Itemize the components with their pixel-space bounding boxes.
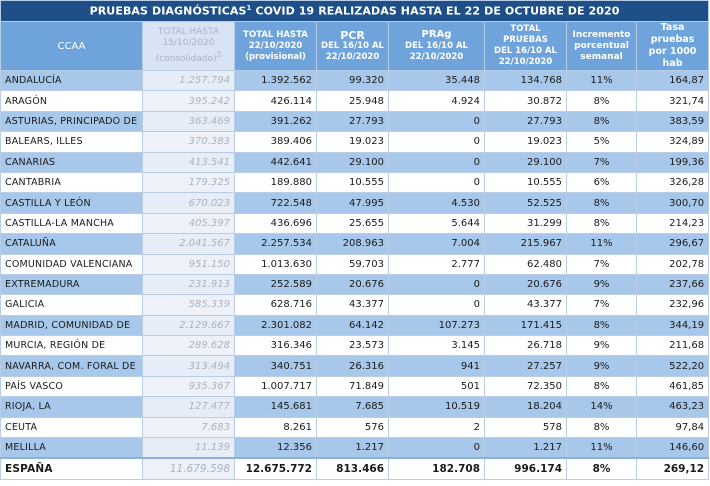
cell-pcr: 208.963	[317, 234, 389, 254]
table-row	[1, 254, 709, 274]
cell-total: 1.392.562	[235, 71, 317, 91]
cell-pcr: 1.217	[317, 438, 389, 459]
cell-increment: 9%	[567, 274, 637, 294]
cell-consolidated: 413.541	[143, 152, 235, 172]
cell-pcr: 25.655	[317, 213, 389, 233]
table-row	[1, 295, 709, 315]
header-consolidated-sup: 2	[216, 50, 222, 59]
table-row	[1, 356, 709, 376]
cell-ccaa: CASTILLA Y LEÓN	[1, 193, 143, 213]
cell-consolidated: 2.041.567	[143, 234, 235, 254]
cell-ccaa: CATALUÑA	[1, 234, 143, 254]
cell-consolidated: 951.150	[143, 254, 235, 274]
cell-prag: 182.708	[389, 458, 485, 480]
cell-ccaa: CANTABRIA	[1, 172, 143, 192]
cell-prag: 2.777	[389, 254, 485, 274]
cell-consolidated: 363.469	[143, 111, 235, 131]
cell-rate: 324,89	[637, 132, 709, 152]
cell-consolidated: 11.679.598	[143, 458, 235, 480]
cell-ccaa: MURCIA, REGIÓN DE	[1, 336, 143, 356]
cell-pcr: 25.948	[317, 91, 389, 111]
table-row	[1, 71, 709, 91]
header-rate-l2: por 1000 hab	[648, 46, 697, 69]
cell-ccaa: RIOJA, LA	[1, 397, 143, 417]
cell-rate: 164,87	[637, 71, 709, 91]
cell-ccaa: CASTILLA-LA MANCHA	[1, 213, 143, 233]
cell-pcr: 19.023	[317, 132, 389, 152]
cell-total: 12.356	[235, 438, 317, 459]
cell-ccaa: MADRID, COMUNIDAD DE	[1, 315, 143, 335]
header-prag	[389, 22, 485, 71]
cell-increment: 11%	[567, 438, 637, 459]
table-row	[1, 315, 709, 335]
cell-ccaa: GALICIA	[1, 295, 143, 315]
cell-pcr: 29.100	[317, 152, 389, 172]
header-rate-l1: Tasa pruebas	[650, 22, 695, 45]
cell-rate: 522,20	[637, 356, 709, 376]
cell-increment: 7%	[567, 254, 637, 274]
header-ccaa: CCAA	[1, 22, 143, 71]
cell-ccaa: CEUTA	[1, 417, 143, 437]
cell-total: 1.007.717	[235, 376, 317, 396]
header-increment-l2: porcentual	[574, 40, 629, 51]
cell-increment: 8%	[567, 111, 637, 131]
cell-rate: 296,67	[637, 234, 709, 254]
table-row	[1, 438, 709, 459]
cell-rate: 326,28	[637, 172, 709, 192]
header-prag-label: PRAg	[421, 29, 452, 40]
cell-prag: 501	[389, 376, 485, 396]
cell-prag: 5.644	[389, 213, 485, 233]
cell-prag: 0	[389, 152, 485, 172]
cell-consolidated: 2.129.667	[143, 315, 235, 335]
cell-pcr: 64.142	[317, 315, 389, 335]
cell-rate: 300,70	[637, 193, 709, 213]
table-row	[1, 172, 709, 192]
cell-increment: 5%	[567, 132, 637, 152]
cell-pcr: 10.555	[317, 172, 389, 192]
cell-prag: 107.273	[389, 315, 485, 335]
cell-ccaa: ESPAÑA	[1, 458, 143, 480]
cell-increment: 8%	[567, 458, 637, 480]
cell-prag: 0	[389, 438, 485, 459]
cell-total: 12.675.772	[235, 458, 317, 480]
cell-total-tests: 19.023	[485, 132, 567, 152]
cell-prag: 4.530	[389, 193, 485, 213]
cell-ccaa: ASTURIAS, PRINCIPADO DE	[1, 111, 143, 131]
cell-pcr: 71.849	[317, 376, 389, 396]
header-total-tests-l3: 22/10/2020	[498, 57, 553, 67]
cell-increment: 8%	[567, 213, 637, 233]
cell-total-tests: 18.204	[485, 397, 567, 417]
cell-total: 145.681	[235, 397, 317, 417]
cell-rate: 383,59	[637, 111, 709, 131]
cell-ccaa: PAÍS VASCO	[1, 376, 143, 396]
cell-consolidated: 585.339	[143, 295, 235, 315]
cell-prag: 0	[389, 274, 485, 294]
header-consolidated-l3: (consolidado)	[155, 54, 217, 64]
cell-consolidated: 670.023	[143, 193, 235, 213]
cell-pcr: 26.316	[317, 356, 389, 376]
header-prag-l3: 22/10/2020	[409, 52, 464, 62]
cell-total: 2.257.534	[235, 234, 317, 254]
cell-prag: 4.924	[389, 91, 485, 111]
cell-consolidated: 1.257.794	[143, 71, 235, 91]
table-body	[1, 71, 709, 480]
cell-increment: 11%	[567, 234, 637, 254]
header-pcr-l2: DEL 16/10 AL	[321, 40, 384, 51]
cell-total-tests: 29.100	[485, 152, 567, 172]
cell-total-tests: 31.299	[485, 213, 567, 233]
cell-consolidated: 405.397	[143, 213, 235, 233]
cell-total-tests: 171.415	[485, 315, 567, 335]
cell-increment: 14%	[567, 397, 637, 417]
header-pcr-l3: 22/10/2020	[325, 51, 380, 62]
cell-increment: 8%	[567, 315, 637, 335]
cell-pcr: 7.685	[317, 397, 389, 417]
cell-consolidated: 935.367	[143, 376, 235, 396]
cell-consolidated: 313.494	[143, 356, 235, 376]
cell-pcr: 20.676	[317, 274, 389, 294]
table-row	[1, 417, 709, 437]
title-rest: COVID 19 REALIZADAS HASTA EL 22 DE OCTUBRE DE 2020	[251, 4, 620, 18]
cell-prag: 35.448	[389, 71, 485, 91]
cell-pcr: 99.320	[317, 71, 389, 91]
table-row	[1, 111, 709, 131]
cell-rate: 202,78	[637, 254, 709, 274]
cell-pcr: 576	[317, 417, 389, 437]
cell-total-tests: 578	[485, 417, 567, 437]
table-row	[1, 152, 709, 172]
header-total	[235, 22, 317, 71]
cell-total-tests: 43.377	[485, 295, 567, 315]
cell-rate: 269,12	[637, 458, 709, 480]
cell-prag: 941	[389, 356, 485, 376]
cell-consolidated: 395.242	[143, 91, 235, 111]
cell-ccaa: ANDALUCÍA	[1, 71, 143, 91]
table-row	[1, 193, 709, 213]
cell-prag: 0	[389, 172, 485, 192]
cell-total: 2.301.082	[235, 315, 317, 335]
cell-total-tests: 996.174	[485, 458, 567, 480]
cell-total: 316.346	[235, 336, 317, 356]
cell-pcr: 23.573	[317, 336, 389, 356]
cell-total: 189.880	[235, 172, 317, 192]
cell-pcr: 27.793	[317, 111, 389, 131]
cell-increment: 8%	[567, 376, 637, 396]
header-total-tests-l1: TOTAL PRUEBAS	[503, 24, 548, 45]
cell-total-tests: 20.676	[485, 274, 567, 294]
cell-ccaa: BALEARS, ILLES	[1, 132, 143, 152]
cell-rate: 232,96	[637, 295, 709, 315]
cell-rate: 321,74	[637, 91, 709, 111]
cell-rate: 199,36	[637, 152, 709, 172]
table-row	[1, 274, 709, 294]
cell-prag: 7.004	[389, 234, 485, 254]
cell-prag: 2	[389, 417, 485, 437]
cell-total: 436.696	[235, 213, 317, 233]
cell-total: 252.589	[235, 274, 317, 294]
header-total-tests-l2: DEL 16/10 AL	[494, 46, 557, 56]
cell-consolidated: 289.628	[143, 336, 235, 356]
cell-rate: 214,23	[637, 213, 709, 233]
header-total-l1: TOTAL HASTA	[243, 29, 308, 40]
cell-rate: 463,23	[637, 397, 709, 417]
title-footnote-marker: 1	[246, 4, 252, 13]
cell-total-tests: 30.872	[485, 91, 567, 111]
cell-increment: 7%	[567, 295, 637, 315]
header-prag-l2: DEL 16/10 AL	[405, 41, 468, 51]
table-row	[1, 234, 709, 254]
cell-increment: 8%	[567, 91, 637, 111]
cell-pcr: 47.995	[317, 193, 389, 213]
cell-pcr: 43.377	[317, 295, 389, 315]
cell-increment: 11%	[567, 71, 637, 91]
cell-rate: 211,68	[637, 336, 709, 356]
cell-consolidated: 127.477	[143, 397, 235, 417]
cell-rate: 461,85	[637, 376, 709, 396]
header-consolidated	[143, 22, 235, 71]
cell-rate: 237,66	[637, 274, 709, 294]
cell-total: 426.114	[235, 91, 317, 111]
cell-prag: 0	[389, 111, 485, 131]
cell-total-tests: 27.257	[485, 356, 567, 376]
cell-total-tests: 134.768	[485, 71, 567, 91]
cell-consolidated: 231.913	[143, 274, 235, 294]
table-row	[1, 91, 709, 111]
header-increment	[567, 22, 637, 71]
cell-total-tests: 26.718	[485, 336, 567, 356]
cell-consolidated: 7.683	[143, 417, 235, 437]
cell-increment: 9%	[567, 356, 637, 376]
column-header-row	[1, 22, 709, 71]
cell-rate: 146,60	[637, 438, 709, 459]
cell-increment: 6%	[567, 172, 637, 192]
header-total-l3: (provisional)	[245, 51, 306, 62]
cell-increment: 7%	[567, 152, 637, 172]
cell-increment: 8%	[567, 417, 637, 437]
cell-total-tests: 215.967	[485, 234, 567, 254]
cell-total: 340.751	[235, 356, 317, 376]
cell-prag: 3.145	[389, 336, 485, 356]
cell-total: 1.013.630	[235, 254, 317, 274]
header-pcr	[317, 22, 389, 71]
table-row	[1, 213, 709, 233]
cell-total: 722.548	[235, 193, 317, 213]
header-consolidated-l2: 15/10/2020	[162, 38, 215, 48]
cell-consolidated: 370.383	[143, 132, 235, 152]
cell-total-tests: 72.350	[485, 376, 567, 396]
header-consolidated-l1: TOTAL HASTA	[157, 27, 219, 37]
table-title	[1, 1, 709, 22]
header-total-l2: 22/10/2020	[248, 40, 303, 51]
cell-total-tests: 1.217	[485, 438, 567, 459]
cell-total: 8.261	[235, 417, 317, 437]
header-total-tests	[485, 22, 567, 71]
cell-rate: 97,84	[637, 417, 709, 437]
table-title-row	[1, 1, 709, 22]
cell-prag: 0	[389, 132, 485, 152]
cell-ccaa: NAVARRA, COM. FORAL DE	[1, 356, 143, 376]
header-increment-l3: semanal	[580, 51, 623, 62]
table-row	[1, 397, 709, 417]
header-rate	[637, 22, 709, 71]
cell-ccaa: CANARIAS	[1, 152, 143, 172]
cell-total: 628.716	[235, 295, 317, 315]
cell-rate: 344,19	[637, 315, 709, 335]
cell-total: 391.262	[235, 111, 317, 131]
cell-pcr: 59.703	[317, 254, 389, 274]
table-row	[1, 132, 709, 152]
cell-prag: 10.519	[389, 397, 485, 417]
cell-total: 442.641	[235, 152, 317, 172]
table-row	[1, 336, 709, 356]
title-main: PRUEBAS DIAGNÓSTICAS	[89, 4, 247, 18]
cell-consolidated: 11.139	[143, 438, 235, 459]
cell-ccaa: EXTREMADURA	[1, 274, 143, 294]
cell-total: 389.406	[235, 132, 317, 152]
cell-total-tests: 62.480	[485, 254, 567, 274]
table-row	[1, 376, 709, 396]
cell-increment: 8%	[567, 193, 637, 213]
cell-ccaa: ARAGÓN	[1, 91, 143, 111]
header-pcr-label: PCR	[340, 28, 365, 42]
cell-increment: 9%	[567, 336, 637, 356]
cell-ccaa: MELILLA	[1, 438, 143, 459]
cell-prag: 0	[389, 295, 485, 315]
cell-consolidated: 179.325	[143, 172, 235, 192]
cell-total-tests: 27.793	[485, 111, 567, 131]
cell-pcr: 813.466	[317, 458, 389, 480]
total-row	[1, 458, 709, 480]
cell-total-tests: 10.555	[485, 172, 567, 192]
cell-total-tests: 52.525	[485, 193, 567, 213]
cell-ccaa: COMUNIDAD VALENCIANA	[1, 254, 143, 274]
header-increment-l1: Incremento	[572, 29, 631, 40]
